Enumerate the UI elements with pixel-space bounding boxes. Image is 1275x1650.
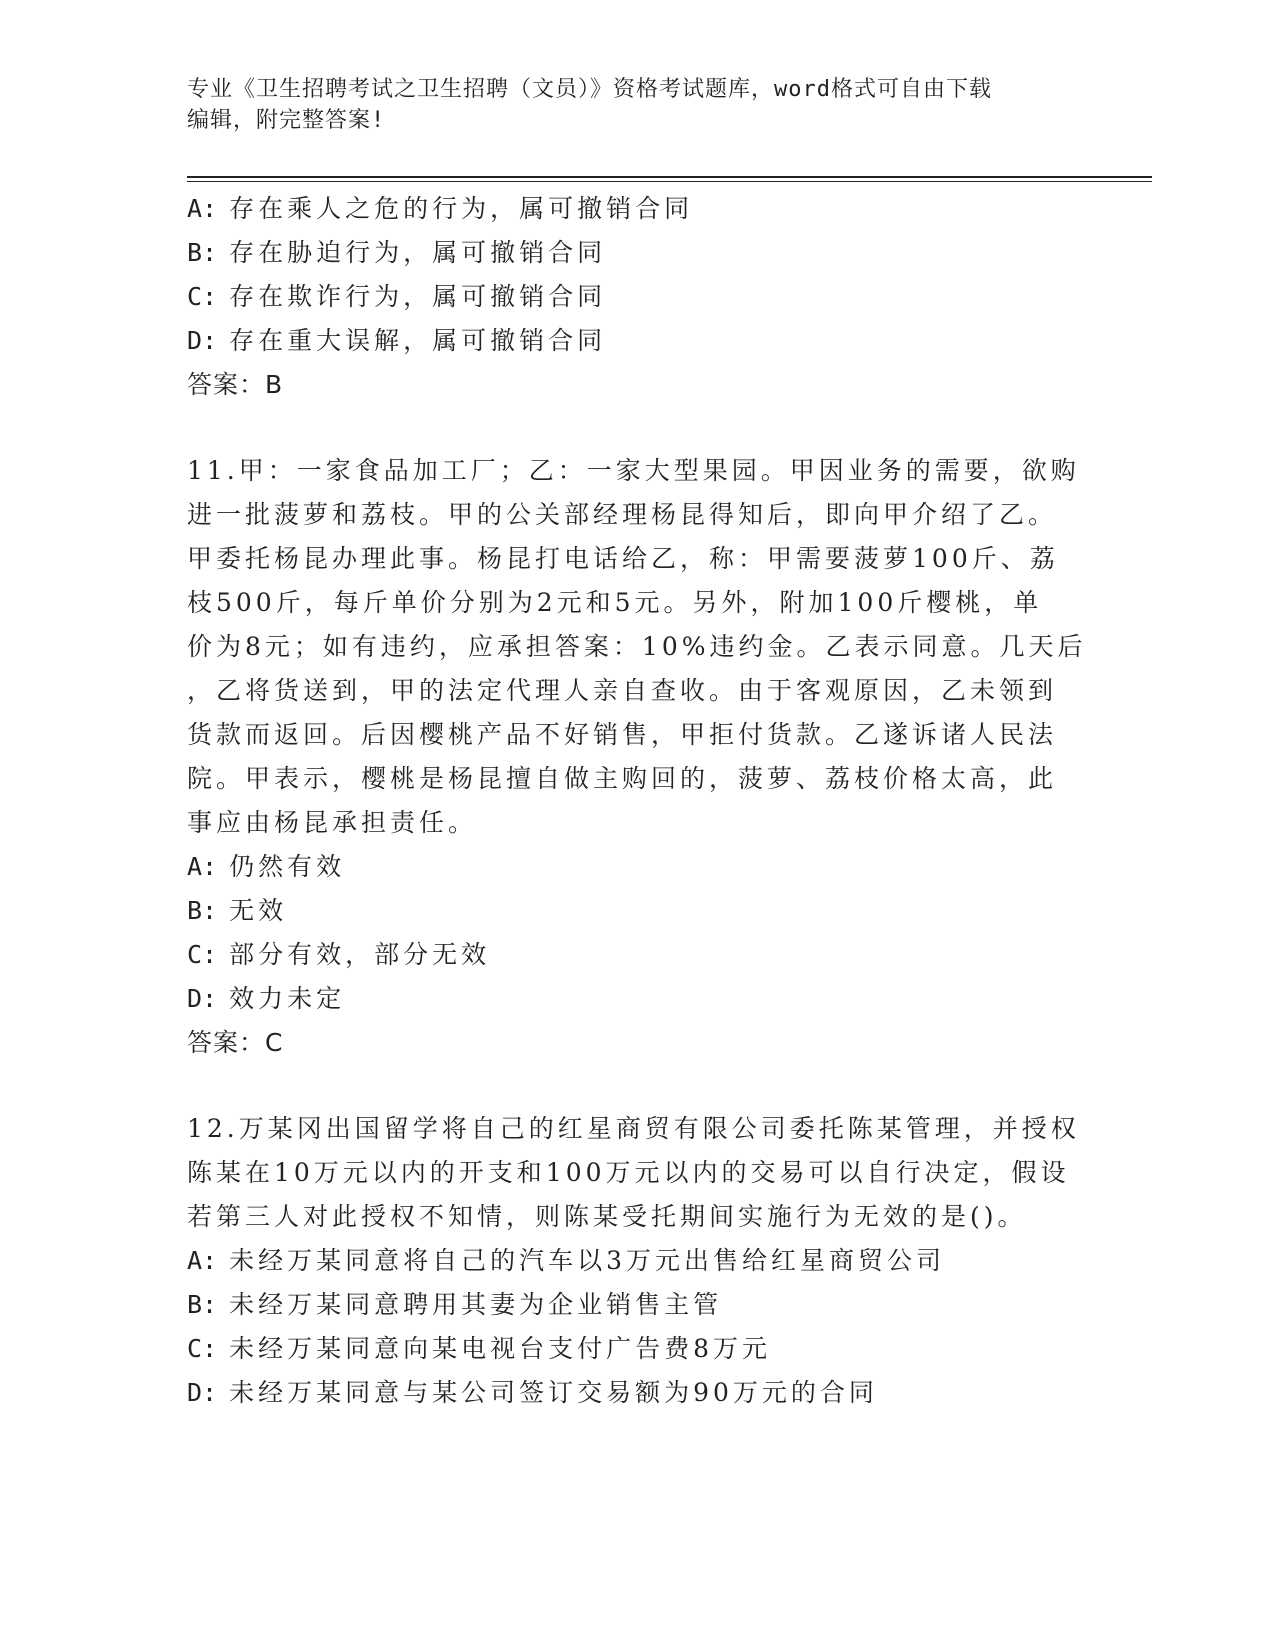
header-line-2: 编辑，附完整答案! xyxy=(187,108,386,133)
q10-option-d xyxy=(187,324,606,358)
option-key: C: xyxy=(187,940,218,969)
q11-option-b xyxy=(187,894,287,928)
q11-stem-line-1: 11.甲：一家食品加工厂；乙：一家大型果园。甲因业务的需要，欲购 xyxy=(187,456,1080,485)
q12-option-a xyxy=(187,1244,945,1278)
q11-stem-line-9: 事应由杨昆承担责任。 xyxy=(187,808,478,837)
q11-stem-line-6: ，乙将货送到，甲的法定代理人亲自查收。由于客观原因，乙未领到 xyxy=(187,676,1058,705)
q12-stem-line-1: 12.万某冈出国留学将自己的红星商贸有限公司委托陈某管理，并授权 xyxy=(187,1114,1080,1143)
option-key: A: xyxy=(187,852,218,881)
option-key: B: xyxy=(187,238,218,267)
option-key: D: xyxy=(187,984,218,1013)
option-key: D: xyxy=(187,326,218,355)
option-key: B: xyxy=(187,896,218,925)
option-key: A: xyxy=(187,194,218,223)
header-line-1: 专业《卫生招聘考试之卫生招聘（文员）》资格考试题库，word格式可自由下载 xyxy=(187,77,992,102)
q11-option-d xyxy=(187,982,345,1016)
q12-option-b xyxy=(187,1288,722,1322)
q12-stem-line-3: 若第三人对此授权不知情，则陈某受托期间实施行为无效的是()。 xyxy=(187,1202,1027,1231)
q11-stem-line-3: 甲委托杨昆办理此事。杨昆打电话给乙，称：甲需要菠萝100斤、荔 xyxy=(187,544,1059,573)
q11-stem-line-4: 枝500斤，每斤单价分别为2元和5元。另外，附加100斤樱桃，单 xyxy=(187,588,1043,617)
option-text: 效力未定 xyxy=(229,984,346,1013)
option-text: 存在重大误解，属可撤销合同 xyxy=(229,326,607,355)
option-text: 部分有效，部分无效 xyxy=(229,940,491,969)
option-key: C: xyxy=(187,282,218,311)
option-text: 未经万某同意聘用其妻为企业销售主管 xyxy=(229,1290,723,1319)
option-key: D: xyxy=(187,1378,218,1407)
q10-answer: 答案：B xyxy=(187,370,284,399)
option-text: 未经万某同意向某电视台支付广告费8万元 xyxy=(229,1334,771,1363)
header-divider-thick xyxy=(187,176,1152,178)
option-text: 存在乘人之危的行为，属可撤销合同 xyxy=(229,194,694,223)
q11-stem-line-5: 价为8元；如有违约，应承担答案：10%违约金。乙表示同意。几天后 xyxy=(187,632,1087,661)
option-key: B: xyxy=(187,1290,218,1319)
q12-stem-line-2: 陈某在10万元以内的开支和100万元以内的交易可以自行决定，假设 xyxy=(187,1158,1070,1187)
q11-answer: 答案：C xyxy=(187,1028,284,1057)
q10-option-b xyxy=(187,236,606,270)
q10-option-c xyxy=(187,280,606,314)
option-key: C: xyxy=(187,1334,218,1363)
option-text: 未经万某同意将自己的汽车以3万元出售给红星商贸公司 xyxy=(229,1246,945,1275)
option-text: 存在胁迫行为，属可撤销合同 xyxy=(229,238,607,267)
option-text: 未经万某同意与某公司签订交易额为90万元的合同 xyxy=(229,1378,878,1407)
q12-option-c xyxy=(187,1332,771,1366)
q11-stem-line-7: 货款而返回。后因樱桃产品不好销售，甲拒付货款。乙遂诉诸人民法 xyxy=(187,720,1058,749)
document-header xyxy=(187,74,1087,136)
header-divider-thin xyxy=(187,181,1152,182)
q11-option-c xyxy=(187,938,490,972)
q11-stem-line-2: 进一批菠萝和荔枝。甲的公关部经理杨昆得知后，即向甲介绍了乙。 xyxy=(187,500,1058,529)
option-text: 存在欺诈行为，属可撤销合同 xyxy=(229,282,607,311)
q12-option-d xyxy=(187,1376,878,1410)
option-text: 无效 xyxy=(229,896,288,925)
option-text: 仍然有效 xyxy=(229,852,346,881)
option-key: A: xyxy=(187,1246,218,1275)
q11-stem-line-8: 院。甲表示，樱桃是杨昆擅自做主购回的，菠萝、荔枝价格太高，此 xyxy=(187,764,1058,793)
q11-option-a xyxy=(187,850,345,884)
q10-option-a xyxy=(187,192,693,226)
